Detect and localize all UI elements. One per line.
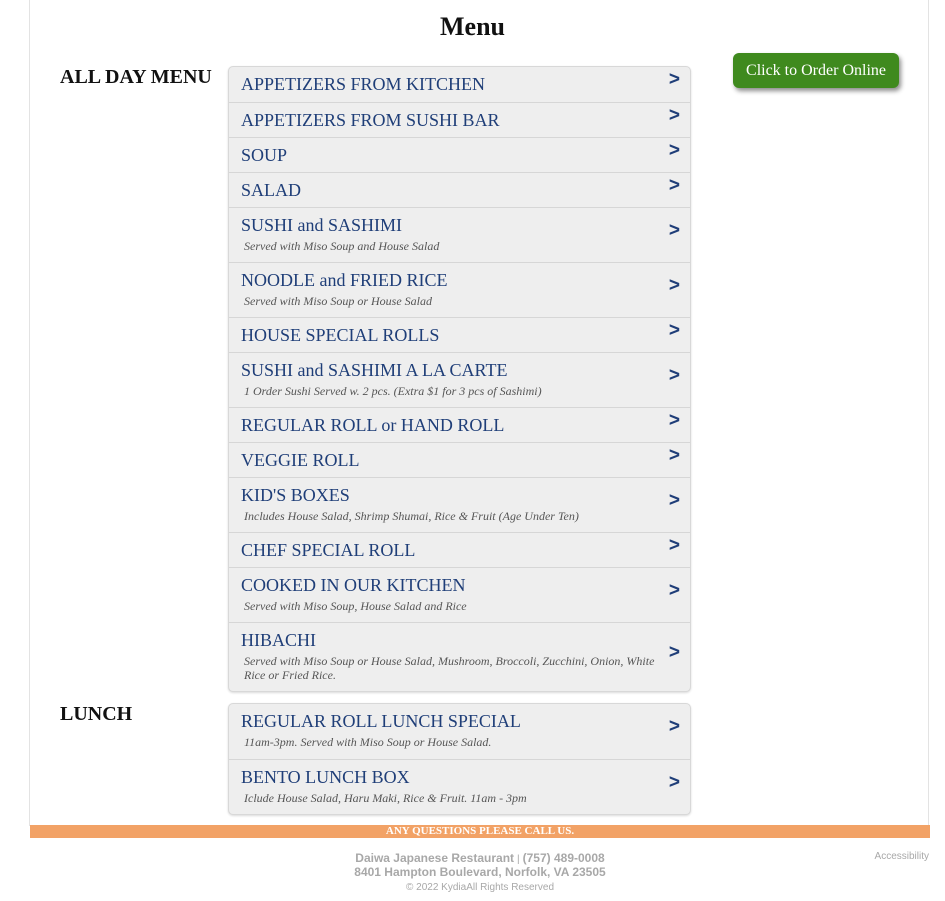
order-online-button[interactable]: Click to Order Online xyxy=(733,53,899,88)
menu-category-item[interactable] xyxy=(229,442,690,477)
expand-arrow-icon[interactable]: > xyxy=(668,365,680,386)
menu-category-name: SOUP xyxy=(241,145,288,165)
expand-arrow-icon[interactable]: > xyxy=(668,410,680,431)
menu-category-item[interactable] xyxy=(229,622,690,691)
menu-category-item[interactable] xyxy=(229,67,690,102)
menu-category-item[interactable] xyxy=(229,102,690,137)
menu-category-name: REGULAR ROLL or HAND ROLL xyxy=(241,415,505,435)
copyright-year: © 2022 xyxy=(405,882,439,893)
menu-category-name: COOKED IN OUR KITCHEN xyxy=(241,575,466,595)
menu-category-name: HOUSE SPECIAL ROLLS xyxy=(241,325,440,345)
expand-arrow-icon[interactable]: > xyxy=(668,716,680,737)
expand-arrow-icon[interactable]: > xyxy=(668,445,680,466)
expand-arrow-icon[interactable]: > xyxy=(668,105,680,126)
menu-category-description: Iclude House Salad, Haru Maki, Rice & Fruit. 11am - 3pm xyxy=(244,791,527,805)
menu-category-name: SUSHI and SASHIMI xyxy=(241,215,403,235)
menu-category-item[interactable] xyxy=(229,137,690,172)
menu-category-name: CHEF SPECIAL ROLL xyxy=(241,540,416,560)
footer-separator: | xyxy=(517,854,520,865)
expand-arrow-icon[interactable]: > xyxy=(668,490,680,511)
menu-category-item[interactable] xyxy=(229,704,690,759)
menu-category-item[interactable] xyxy=(229,407,690,442)
menu-category-name: BENTO LUNCH BOX xyxy=(241,767,410,787)
menu-category-description: 1 Order Sushi Served w. 2 pcs. (Extra $1 for 3 pcs of Sashimi) xyxy=(244,384,542,398)
menu-category-description: Served with Miso Soup or House Salad xyxy=(244,294,432,308)
footer-contact xyxy=(0,851,945,865)
menu-category-description: Served with Miso Soup and House Salad xyxy=(244,239,440,253)
menu-category-item[interactable] xyxy=(229,172,690,207)
menu-category-name: HIBACHI xyxy=(241,630,316,650)
menu-category-description: Served with Miso Soup, House Salad and Rice xyxy=(244,599,467,613)
menu-category-description: Includes House Salad, Shrimp Shumai, Rice & Fruit (Age Under Ten) xyxy=(244,509,579,523)
footer-address: 8401 Hampton Boulevard, Norfolk, VA 23505 xyxy=(354,865,606,879)
page-title: Menu xyxy=(440,12,505,41)
expand-arrow-icon[interactable]: > xyxy=(668,535,680,556)
section-title-lunch: LUNCH xyxy=(60,703,133,725)
menu-category-item[interactable] xyxy=(229,352,690,407)
footer-copyright xyxy=(0,882,945,893)
expand-arrow-icon[interactable]: > xyxy=(668,275,680,296)
all-day-menu-list xyxy=(228,66,691,692)
menu-category-item[interactable] xyxy=(229,759,690,814)
menu-category-name: VEGGIE ROLL xyxy=(241,450,360,470)
expand-arrow-icon[interactable]: > xyxy=(668,175,680,196)
menu-category-item[interactable] xyxy=(229,262,690,317)
rights-text: All Rights Reserved xyxy=(466,882,554,893)
questions-banner: ANY QUESTIONS PLEASE CALL US. xyxy=(30,825,930,838)
section-title-all-day: ALL DAY MENU xyxy=(60,66,212,88)
menu-category-item[interactable] xyxy=(229,532,690,567)
menu-category-name: REGULAR ROLL LUNCH SPECIAL xyxy=(241,711,521,731)
menu-category-item[interactable] xyxy=(229,567,690,622)
restaurant-name: Daiwa Japanese Restaurant xyxy=(355,851,515,865)
expand-arrow-icon[interactable]: > xyxy=(668,220,680,241)
menu-category-description: Served with Miso Soup or House Salad, Mushroom, Broccoli, Zucchini, Onion, White Rice or Fried Rice. xyxy=(244,654,655,682)
menu-category-name: APPETIZERS FROM SUSHI BAR xyxy=(241,110,500,130)
expand-arrow-icon[interactable]: > xyxy=(668,772,680,793)
expand-arrow-icon[interactable]: > xyxy=(668,140,680,161)
kydia-link[interactable]: Kydia xyxy=(441,882,467,893)
menu-category-item[interactable] xyxy=(229,477,690,532)
accessibility-link[interactable]: Accessibility xyxy=(874,851,929,862)
expand-arrow-icon[interactable]: > xyxy=(668,580,680,601)
menu-category-name: SALAD xyxy=(241,180,302,200)
menu-category-name: KID'S BOXES xyxy=(241,485,350,505)
expand-arrow-icon[interactable]: > xyxy=(668,642,680,663)
menu-category-name: NOODLE and FRIED RICE xyxy=(241,270,448,290)
menu-category-name: SUSHI and SASHIMI A LA CARTE xyxy=(241,360,508,380)
menu-category-item[interactable] xyxy=(229,317,690,352)
expand-arrow-icon[interactable]: > xyxy=(668,69,680,90)
menu-category-name: APPETIZERS FROM KITCHEN xyxy=(241,74,486,94)
expand-arrow-icon[interactable]: > xyxy=(668,320,680,341)
lunch-menu-list xyxy=(228,703,691,815)
menu-category-item[interactable] xyxy=(229,207,690,262)
menu-category-description: 11am-3pm. Served with Miso Soup or House Salad. xyxy=(244,735,492,749)
phone-link[interactable]: (757) 489-0008 xyxy=(522,851,605,865)
